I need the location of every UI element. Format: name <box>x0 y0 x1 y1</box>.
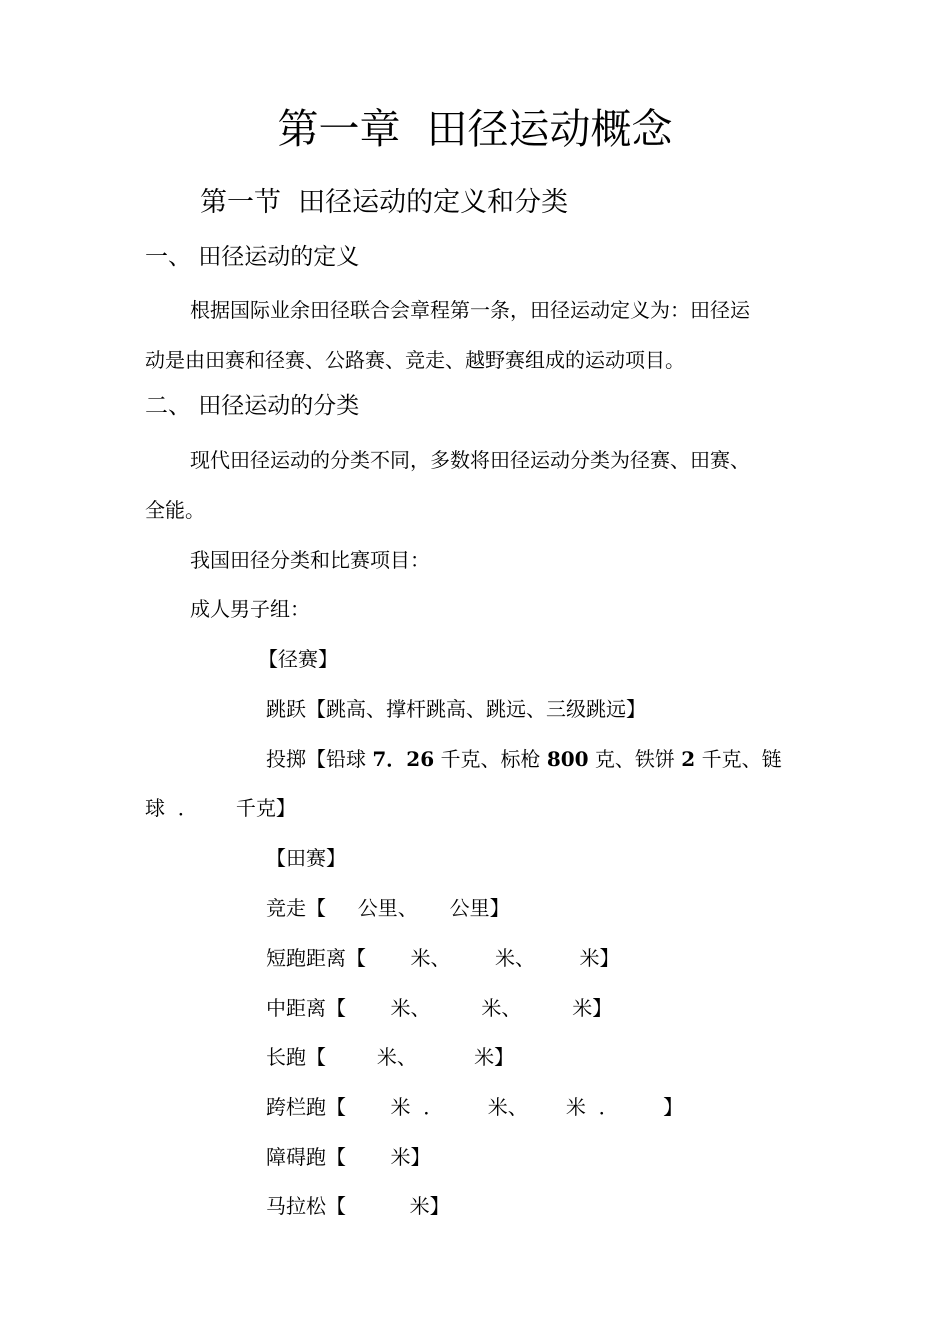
item-sprint: 短跑距离【 米、 米、 米】 <box>266 946 620 970</box>
throws-text-3: 克、铁饼 <box>588 747 682 771</box>
item-throws-continuation: 球 ． 千克】 <box>145 796 296 820</box>
label-track: 【径赛】 <box>258 647 338 671</box>
label-field: 【田赛】 <box>266 846 346 870</box>
paragraph-definition-line-1: 根据国际业余田径联合会章程第一条，田径运动定义为：田径运 <box>190 298 750 322</box>
item-marathon: 马拉松【 米】 <box>266 1194 450 1218</box>
paragraph-definition-line-2: 动是由田赛和径赛、公路赛、竞走、越野赛组成的运动项目。 <box>145 348 685 372</box>
section-title: 第一节 田径运动的定义和分类 <box>200 187 569 218</box>
throws-shot-weight: 7．26 <box>372 747 435 771</box>
throws-javelin-weight: 800 <box>546 747 589 771</box>
paragraph-events-intro: 我国田径分类和比赛项目： <box>190 548 430 572</box>
chapter-title: 第一章 田径运动概念 <box>277 105 673 153</box>
item-middle-distance: 中距离【 米、 米、 米】 <box>266 996 613 1020</box>
item-hurdles: 跨栏跑【 米 ． 米、 米 ． 】 <box>266 1095 684 1119</box>
paragraph-classification-line-1: 现代田径运动的分类不同，多数将田径运动分类为径赛、田赛、 <box>190 448 750 472</box>
throws-discus-weight: 2 <box>681 747 696 771</box>
heading-definition: 一、 田径运动的定义 <box>145 244 360 270</box>
throws-text-1: 投掷【铅球 <box>266 747 373 771</box>
throws-text-4: 千克、链 <box>695 747 782 771</box>
item-steeplechase: 障碍跑【 米】 <box>266 1145 431 1169</box>
throws-text-2: 千克、标枪 <box>434 747 547 771</box>
item-jumps: 跳跃【跳高、撑杆跳高、跳远、三级跳远】 <box>266 697 646 721</box>
paragraph-adult-men: 成人男子组： <box>190 597 310 621</box>
item-long-distance: 长跑【 米、 米】 <box>266 1045 515 1069</box>
heading-classification: 二、 田径运动的分类 <box>145 393 360 419</box>
item-throws <box>266 749 782 769</box>
item-race-walk: 竞走【 公里、 公里】 <box>266 896 510 920</box>
paragraph-classification-line-2: 全能。 <box>145 498 205 522</box>
